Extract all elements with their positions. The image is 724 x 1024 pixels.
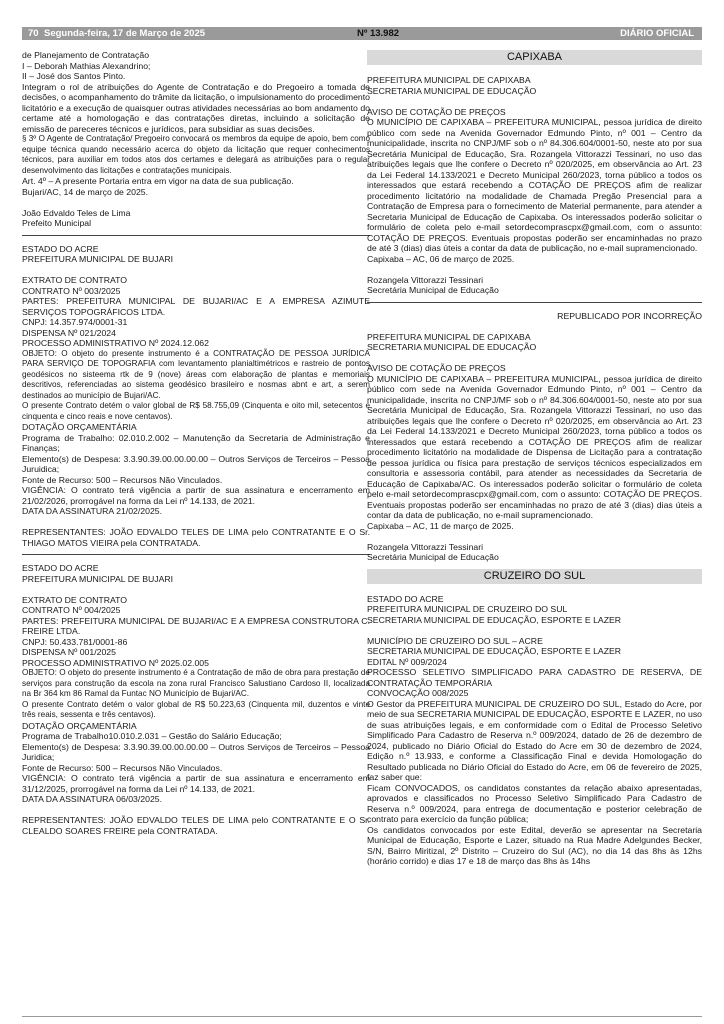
org-line: PREFEITURA MUNICIPAL DE CAPIXABA (367, 75, 531, 85)
signature-name: Rozangela Vittorazzi Tessinari (367, 274, 484, 285)
text-paragraph: § 3º O Agente de Contratação/ Pregoeiro convocará os membros da equipe de apoio, bem como equipe técnica quando necessário acerca do objeto da licitação que requer conhecimentos técnicos, para auxiliar em todos atos dos certames e delegará as atribuições para o regular desenvolvimento das licitações e contratações municipais. (22, 134, 370, 175)
text-line: DATA DA ASSINATURA 06/03/2025. (22, 794, 163, 804)
footer-divider (22, 1016, 702, 1017)
publication-name: DIÁRIO OFICIAL (620, 28, 694, 39)
representatives: REPRESENTANTES: JOÃO EDVALDO TELES DE LIMA pelo CONTRATANTE E O Sr. THIAGO MATOS VIEIRA pela CONTRATADA. (22, 527, 370, 548)
text-paragraph: OBJETO: O objeto do presente instrumento é a CONTRATAÇÃO DE PESSOA JURÍDICA PARA SERVIÇO DE TOPOGRAFIA com levantamento planialtimétricos e rastreio de pontos geodésicos no sisteema rtk de 9 (nove) áreas com elaboração de plantas e memoriais descritivos, referenciadas ao sistema geodésico brasileiro e nosmas abnt e art, a serem destinados ao município de Bujari/AC. (22, 348, 370, 400)
text-line: Fonte de Recurso: 500 – Recursos Não Vinculados. (22, 474, 223, 485)
text-paragraph: O presente Contrato detém o valor global de R$ 50.223,63 (Cinquenta mil, duzentos e vinte três reais, sessenta e três centavos). (22, 699, 370, 719)
text-line: DISPENSA Nº 021/2024 (22, 327, 116, 338)
text-paragraph: OBJETO: O objeto do presente instrumento é a Contratação de mão de obra para prestação de serviços para construção da escola na zona rural Francisco Salustiano Cardoso II, localizada na Br 364 km 86 Ramal da Funtac NO Município de Bujari/AC. (22, 668, 370, 698)
text-line: DISPENSA Nº 001/2025 (22, 647, 116, 657)
text-line: PROCESSO ADMINISTRATIVO Nº 2024.12.062 (22, 338, 209, 348)
org-line: PREFEITURA MUNICIPAL DE BUJARI (22, 254, 174, 264)
text-line: DOTAÇÃO ORÇAMENTÁRIA (22, 422, 137, 432)
text-line: DATA DA ASSINATURA 21/02/2025. (22, 506, 163, 516)
text-line: PARTES: PREFEITURA MUNICIPAL DE BUJARI/AC E A EMPRESA AZIMUTE SERVIÇOS TOPOGRÁFICOS LTDA. (22, 296, 370, 317)
text-line: EDITAL Nº 009/2024 (367, 656, 447, 667)
notice-title: AVISO DE COTAÇÃO DE PREÇOS (367, 106, 506, 117)
signature-role: Secretária Municipal de Educação (367, 552, 499, 562)
place-date: Capixaba – AC, 06 de março de 2025. (367, 253, 515, 264)
text-line: CNPJ: 50.433.781/0001-86 (22, 636, 128, 647)
text-line: PROCESSO SELETIVO SIMPLIFICADO PARA CADASTRO DE RESERVA, DE CONTRATAÇÃO TEMPORÁRIA (367, 667, 702, 688)
issue-date: Segunda-feira, 17 de Março de 2025 (44, 28, 206, 39)
text-line: PROCESSO ADMINISTRATIVO Nº 2025.02.005 (22, 657, 209, 668)
text-paragraph: O presente Contrato detém o valor global de R$ 58.755,09 (Cinquenta e oito mil, setecentos e cinquenta e cinco reais e nove centavos). (22, 401, 370, 421)
text-paragraph: O Gestor da PREFEITURA MUNICIPAL DE CRUZEIRO DO SUL, Estado do Acre, por meio de sua SECRETARIA MUNICIPAL DE EDUCAÇÃO, ESPORTE E LAZER, no uso de suas atribuições legais, e em conformidade com o Edital de Processo Seletivo Simplificado Para Cadastro de Reserva n.º 009/2024, datado de 26 de dezembro de 2024, publicado no Diário Oficial do Estado do Acre em 30 de dezembro de 2024, Edição n.º 13.933, e conforme a Classificação Final e devida Homologação do Resultado publicada no Diário Oficial do Estado do Acre, em 06 de fevereiro de 2025, faz saber que: (367, 698, 702, 782)
text-line: CONVOCAÇÃO 008/2025 (367, 688, 469, 698)
org-line: PREFEITURA MUNICIPAL DE CRUZEIRO DO SUL (367, 604, 568, 614)
signature-name: Rozangela Vittorazzi Tessinari (367, 541, 484, 552)
text-line: Elemento(s) de Despesa: 3.3.90.39.00.00.00.00 – Outros Serviços de Terceiros – Pessoa Juruidica; (22, 453, 370, 474)
section-header-cruzeiro-do-sul: CRUZEIRO DO SUL (367, 569, 702, 584)
text-line: Art. 4º – A presente Portaria entra em vigor na data de sua publicação. (22, 176, 294, 186)
text-line: Elemento(s) de Despesa: 3.3.90.39.00.00.00.00 – Outros Serviços de Terceiros – Pessoa Juridica; (22, 741, 370, 762)
text-line: CNPJ: 14.357.974/0001-31 (22, 317, 128, 327)
signature-role: Secretária Municipal de Educação (367, 285, 499, 295)
text-line: VIGÊNCIA: O contrato terá vigência a partir de sua assinatura e encerramento em 31/12/2025, prorrogável na forma da Lei nº 14.133, de 2021. (22, 773, 370, 794)
notice-title: AVISO DE COTAÇÃO DE PREÇOS (367, 363, 506, 373)
org-line: ESTADO DO ACRE (22, 243, 99, 254)
org-line: ESTADO DO ACRE (22, 563, 99, 573)
text-line: EXTRATO DE CONTRATO (22, 275, 128, 285)
text-line: SECRETARIA MUNICIPAL DE EDUCAÇÃO, ESPORTE E LAZER (367, 646, 622, 656)
divider (22, 554, 370, 555)
org-line: SECRETARIA MUNICIPAL DE EDUCAÇÃO (367, 85, 537, 96)
text-line: Bujari/AC, 14 de março de 2025. (22, 186, 149, 197)
org-line: ESTADO DO ACRE (367, 593, 444, 604)
text-line: DOTAÇÃO ORÇAMENTÁRIA (22, 720, 137, 731)
text-paragraph: Integram o rol de atribuições do Agente de Contratação e do Pregoeiro a tomada de decisões, o acompanhamento do trâmite da licitação, o impulsionamento do procedimento licitatório e a execução de quaisquer outras atividades necessárias ao bom andamento do certame até a homologação e das contratações diretas, incluindo a solicitação de emissão de pareceres técnicos e jurídicos, para subsidiar as suas decisões. (22, 81, 370, 134)
text-line: CONTRATO Nº 004/2025 (22, 605, 121, 615)
text-line: de Planejamento de Contratação (22, 50, 150, 60)
text-line: CONTRATO Nº 003/2025 (22, 285, 121, 296)
org-line: PREFEITURA MUNICIPAL DE BUJARI (22, 573, 174, 584)
right-column (367, 50, 702, 867)
text-paragraph: O MUNICÍPIO DE CAPIXABA – PREFEITURA MUNICIPAL, pessoa jurídica de direito público com sede na Avenida Governador Edmundo Pinto, nº 001 – Centro da municipalidade, inscrita no CNPJ/MF sob o nº 84.306.604/0001-50, neste ato por sua Secretária Municipal de Educação, Sra. Rozangela Vittorazzi Tessinari, no uso das atribuições legais que lhe confere o Decreto nº 020/2025, em observância ao Art. 23 da Lei Federal 14.133/2021 e Decreto Municipal 260/2023, torna público a todos os interessados que estará recebendo a COTAÇÃO DE PREÇOS afim de realizar procedimento licitatório na modalidade de Chamada Pregão Presencial para a Contratação de Empresa para o fornecimento de Material permanente, para atender a Secretaria Municipal de Educação de Capixaba. Os interessados poderão solicitar o formulário de coleta pelo e-mail setordecomprascpx@gmail.com, com o assunto: COTAÇÃO DE PREÇOS. Eventuais propostas poderão ser encaminhadas no prazo de até 3 (dias) dias úteis a contar da data de publicação, no e-mail supramencionado. (367, 117, 702, 253)
org-line: SECRETARIA MUNICIPAL DE EDUCAÇÃO (367, 342, 537, 352)
divider (22, 235, 370, 236)
text-line: EXTRATO DE CONTRATO (22, 594, 128, 605)
republished-note: REPUBLICADO POR INCORREÇÃO (557, 310, 702, 321)
text-paragraph: O MUNICÍPIO DE CAPIXABA – PREFEITURA MUNICIPAL, pessoa jurídica de direito público com sede na Avenida Governador Edmundo Pinto, nº 001 – Centro da municipalidade, inscrita no CNPJ/MF sob o nº 84.306.604/0001-50, neste ato por sua Secretária Municipal de Educação, Sra. Rozangela Vittorazzi Tessinari, no uso das atribuições legais que lhe confere o Decreto nº 020/2025, em observância ao Art. 23 da Lei Federal 14.133/2021 e Decreto Municipal 260/2023, torna público a todos os interessados que estará recebendo a COTAÇÃO DE PREÇOS afim de realizar procedimento licitatório na modalidade de Dispensa de Licitação para a contratação de pessoa jurídica ou física para prestação de serviços técnicos especializados em consultoria e assessoria contábil, para atender as necessidades da Secretaria de Educação de Capixaba/AC. Os interessados poderão solicitar o formulário de coleta pelo e-mail setordecomprascpx@gmail.com, com o assunto: COTAÇÃO DE PREÇOS. Eventuais propostas poderão ser encaminhadas no prazo de até 3 (dias) dias úteis a contar da data de publicação, no e-mail supramencionado. (367, 373, 702, 520)
text-line: Programa de Trabalho10.010.2.031 – Gestão do Salário Educação; (22, 731, 282, 741)
text-line: II – José dos Santos Pinto. (22, 71, 126, 81)
org-line: SECRETARIA MUNICIPAL DE EDUCAÇÃO, ESPORTE E LAZER (367, 614, 622, 625)
text-line: I – Deborah Mathias Alexandrino; (22, 60, 151, 71)
signature-name: João Edvaldo Teles de Lima (22, 207, 131, 218)
text-paragraph: Os candidatos convocados por este Edital, deverão se apresentar na Secretaria Municipal de Educação, Esporte e Lazer, situado na Rua Madre Adelgundes Becker, S/N, Bairro Miritizal, 2º Distrito – Cruzeiro do Sul (AC), no dia 14 das 8hs às 12hs (horário corrido) e dias 17 e 18 de março das 8hs às 14hs (367, 824, 702, 866)
issue-number: Nº 13.982 (357, 28, 400, 39)
left-column (22, 50, 370, 836)
org-line: PREFEITURA MUNICIPAL DE CAPIXABA (367, 331, 531, 342)
text-line: VIGÊNCIA: O contrato terá vigência a partir de sua assinatura e encerramento em 21/02/2026, prorrogável na forma da Lei nº 14.133, de 2021. (22, 485, 370, 506)
place-date: Capixaba – AC, 11 de março de 2025. (367, 520, 514, 531)
representatives: REPRESENTANTES: JOÃO EDVALDO TELES DE LIMA pelo CONTRATANTE E O Sr. CLEALDO SOARES FREIRE pela CONTRATADA. (22, 815, 370, 836)
text-line: Fonte de Recurso: 500 – Recursos Não Vinculados. (22, 762, 223, 773)
signature-role: Prefeito Municipal (22, 218, 92, 228)
text-line: Programa de Trabalho: 02.010.2.002 – Manutenção da Secretaria de Administração e Finanças; (22, 432, 370, 453)
text-paragraph: Ficam CONVOCADOS, os candidatos constantes da relação abaixo apresentadas, aprovados e classificados no Processo Seletivo Simplificado Para Cadastro de Reserva n.º 009/2024, para entrega de documentação e posterior celebração de contrato para exercício da função pública; (367, 782, 702, 824)
text-line: MUNICÍPIO DE CRUZEIRO DO SUL – ACRE (367, 635, 543, 646)
divider (367, 302, 702, 303)
text-line: PARTES: PREFEITURA MUNICIPAL DE BUJARI/AC E A EMPRESA CONSTRUTORA C. FREIRE LTDA. (22, 615, 370, 636)
page-header (22, 27, 702, 40)
page-number: 70 (28, 28, 39, 39)
section-header-capixaba: CAPIXABA (367, 50, 702, 65)
